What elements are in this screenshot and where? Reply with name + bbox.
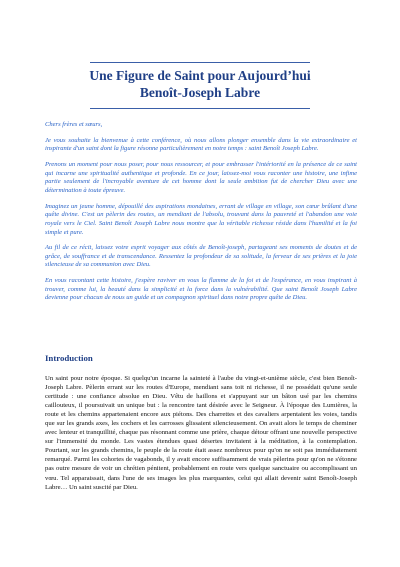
intro-paragraph: Je vous souhaite la bienvenue à cette conférence, où nous allons plonger ensemble dans la vie extraordinaire et inspirante d'un saint dont la figure résonne particulièrement en notre temps : saint Benoît Joseph Labre. [45,136,357,153]
intro-paragraph: Prenons un moment pour nous poser, pour nous ressourcer, et pour embrasser l'intériorité en la présence de ce saint qui incarne une spiritualité authentique et profonde. En ce jour, laissez-moi vous raconter une histoire, une infime partie seulement de l'incroyable aventure de cet homme dont la seule ambition fut de chercher Dieu avec une détermination à toute épreuve. [45,161,357,194]
intro-paragraph: Chers frères et sœurs, [45,121,103,128]
section-body: Un saint pour notre époque. Si quelqu'un incarne la sainteté à l'aube du vingt-et-unième siècle, c'est bien Benoît-Joseph Labre. Pèlerin errant sur les routes d'Europe, mendiant sans toit ni richesse, il ne possédait qu'une seule certitude : une confiance absolue en Dieu. Vêtu de haillons et s'appuyant sur un bâton usé par les chemins caillouteux, il poursuivait un unique but : la rencontre tant désirée avec le Seigneur. À l'époque des Lumières, la route et les chemins appartenaient encore aux piétons. Des charrettes et des cavaliers arpentaient les voies, tandis que sur les grands axes, les cochers et les carrosses glissaient silencieusement. On avait alors le temps de cheminer avec lenteur et tranquillité, chaque pas résonnant comme une prière, chaque détour offrant une nouvelle perspective sur l'immensité du monde. Les vastes étendues quasi désertes invitaient à la méditation, à la contemplation. Pourtant, sur les grands chemins, le peuple de la route était assez nombreux pour qu'on ne soit pas immédiatement remarqué. Parmi les cohortes de vagabonds, il y avait encore suffisamment de vrais pèlerins pour qu'on ne s'étonne pas outre mesure de voir un chrétien pénitent, probablement en route vers quelque sanctuaire ou accomplissant un vœu. Tel apparaissait, dans l'une de ses images les plus marquantes, celui qui allait devenir saint Benoît-Joseph Labre… Un saint suscité par Dieu. [45,375,357,491]
section-heading: Introduction [45,353,93,363]
intro-block [45,121,357,310]
page-subtitle: Benoît-Joseph Labre [139,85,261,100]
intro-paragraph: Imaginez un jeune homme, dépouillé des aspirations mondaines, errant de village en village, son cœur brûlant d'une quête divine. C'est un pèlerin des routes, un mendiant de l'absolu, trouvant dans la pauvreté et l'abandon une voie royale vers le Ciel. Saint Benoît Joseph Labre nous montre que la véritable richesse réside dans l'humilité et la foi simple et pure. [45,202,357,236]
title-rule-bottom [90,108,310,109]
intro-paragraph: En vous racontant cette histoire, j'espère raviver en vous la flamme de la foi et de l'espérance, en vous inspirant à trouver, comme lui, la beauté dans la simplicité et la force dans la vulnérabilité. Que saint Benoît Joseph Labre devienne pour chacun de nous un guide et un compagnon spirituel dans notre propre quête de Dieu. [45,277,357,302]
page-title: Une Figure de Saint pour Aujourd’hui [89,68,311,83]
title-rule-top [90,62,310,63]
intro-paragraph: Au fil de ce récit, laissez votre esprit voyager aux côtés de Benoît-joseph, partageant ses moments de doutes et de grâce, de souffrance et de transcendance. Ressentez la profondeur de sa solitude, la ferveur de ses prières et la joie silencieuse de sa communion avec Dieu. [45,244,357,269]
